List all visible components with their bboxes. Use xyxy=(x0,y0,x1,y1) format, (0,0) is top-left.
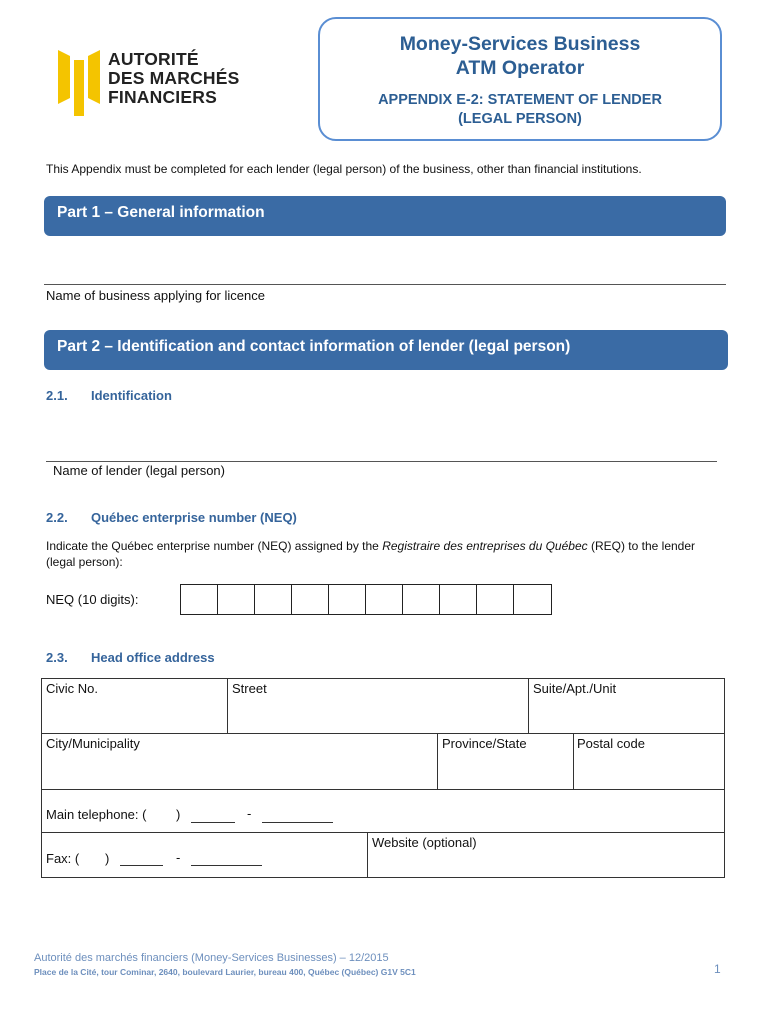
city-field[interactable] xyxy=(42,734,438,790)
website-field[interactable] xyxy=(368,833,724,877)
neq-digit-box[interactable] xyxy=(440,585,477,614)
document-subtitle: APPENDIX E-2: STATEMENT OF LENDER (LEGAL PERSON) xyxy=(378,92,662,127)
neq-digit-box[interactable] xyxy=(292,585,329,614)
fax-number-line[interactable] xyxy=(191,865,262,866)
section-2-2-title: Québec enterprise number (NEQ) xyxy=(91,510,297,525)
part1-heading: Part 1 – General information xyxy=(44,196,726,236)
telephone-close-paren: ) xyxy=(176,807,181,822)
footer-title: Autorité des marchés financiers (Money-Services Businesses) – 12/2015 xyxy=(34,952,389,964)
neq-digit-box[interactable] xyxy=(403,585,440,614)
postal-code-field[interactable] xyxy=(574,734,724,790)
fax-dash: - xyxy=(176,850,181,865)
neq-digit-box[interactable] xyxy=(329,585,366,614)
intro-text: This Appendix must be completed for each lender (legal person) of the business, other than financial institutions. xyxy=(46,162,642,176)
document-title-box xyxy=(318,17,722,141)
business-name-line[interactable] xyxy=(44,284,726,285)
street-field[interactable] xyxy=(228,679,529,734)
section-2-1-title: Identification xyxy=(91,388,172,403)
section-2-3-title: Head office address xyxy=(91,650,215,665)
logo-wordmark: AUTORITÉ DES MARCHÉS FINANCIERS xyxy=(108,49,240,107)
postal-code-label: Postal code xyxy=(577,736,645,751)
neq-digit-box[interactable] xyxy=(255,585,292,614)
neq-digit-box[interactable] xyxy=(514,585,551,614)
fax-close-paren: ) xyxy=(105,851,110,866)
province-label: Province/State xyxy=(442,736,527,751)
neq-digit-box[interactable] xyxy=(366,585,403,614)
part2-heading: Part 2 – Identification and contact information of lender (legal person) xyxy=(44,330,728,370)
amf-logo xyxy=(56,48,256,120)
neq-instructions: Indicate the Québec enterprise number (NEQ) assigned by the Registraire des entreprises du Québec (REQ) to the lender (legal person): xyxy=(46,539,696,569)
page-number: 1 xyxy=(714,962,721,976)
street-label: Street xyxy=(232,681,267,696)
section-2-1-number: 2.1. xyxy=(46,388,68,403)
lender-name-line[interactable] xyxy=(46,461,717,462)
telephone-row xyxy=(42,790,724,833)
footer-address: Place de la Cité, tour Cominar, 2640, boulevard Laurier, bureau 400, Québec (Québec) G1V 5C1 xyxy=(34,967,416,977)
document-title: Money-Services Business ATM Operator xyxy=(399,33,641,79)
suite-label: Suite/Apt./Unit xyxy=(533,681,617,696)
neq-digit-box[interactable] xyxy=(477,585,514,614)
website-label: Website (optional) xyxy=(372,835,477,850)
lender-name-label: Name of lender (legal person) xyxy=(53,463,225,478)
telephone-exchange-line[interactable] xyxy=(191,822,235,823)
neq-input-boxes[interactable] xyxy=(180,584,552,615)
business-name-label: Name of business applying for licence xyxy=(46,288,265,303)
amf-logo-emblem-icon xyxy=(56,48,102,120)
telephone-number-line[interactable] xyxy=(262,822,333,823)
fax-label: Fax: ( xyxy=(46,851,80,866)
neq-digit-box[interactable] xyxy=(181,585,218,614)
fax-exchange-line[interactable] xyxy=(120,865,163,866)
telephone-label: Main telephone: ( xyxy=(46,807,147,822)
city-label: City/Municipality xyxy=(46,736,140,751)
province-field[interactable] xyxy=(438,734,574,790)
head-office-address-table xyxy=(41,678,725,878)
civic-no-label: Civic No. xyxy=(46,681,99,696)
neq-digit-box[interactable] xyxy=(218,585,255,614)
section-2-3-number: 2.3. xyxy=(46,650,68,665)
civic-no-field[interactable] xyxy=(42,679,228,734)
fax-row xyxy=(42,833,368,877)
section-2-2-number: 2.2. xyxy=(46,510,68,525)
telephone-dash: - xyxy=(247,806,252,821)
neq-label: NEQ (10 digits): xyxy=(46,592,139,607)
suite-field[interactable] xyxy=(529,679,724,734)
